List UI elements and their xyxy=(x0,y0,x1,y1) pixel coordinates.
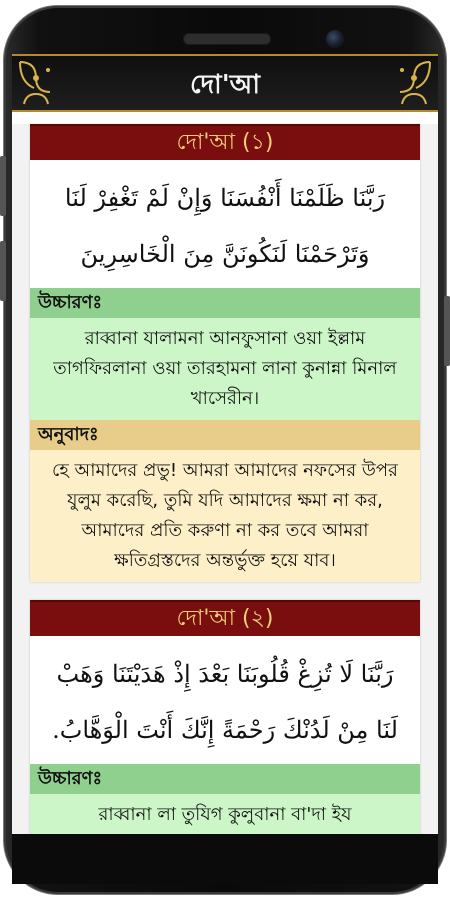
translation-label: অনুবাদঃ xyxy=(30,420,420,450)
dua-card xyxy=(30,124,420,582)
app-screen xyxy=(12,54,438,834)
dua-list[interactable] xyxy=(12,124,438,834)
pronunciation-label: উচ্চারণঃ xyxy=(30,288,420,318)
volume-button xyxy=(0,156,6,216)
translation-text: হে আমাদের প্রভু! আমরা আমাদের নফসের উপর যুলুম করেছি, তুমি যদি আমাদের ক্ষমা না কর, আমাদের প্রতি করুণা না কর তবে আমরা ক্ষতিগ্রস্তদের অন্তর্ভুক্ত হয়ে যাব। xyxy=(30,450,420,582)
arabic-line: رَبَّنَا ظَلَمْنَا أَنْفُسَنَا وَإِنْ لَمْ تَغْفِرْ لَنَا xyxy=(64,184,386,212)
page-title: দো'আ xyxy=(189,70,261,100)
ornament-right-icon xyxy=(394,58,434,108)
power-button xyxy=(0,241,6,301)
pronunciation-label: উচ্চারণঃ xyxy=(30,764,420,794)
dua-heading: দো'আ (১) xyxy=(30,124,420,160)
bottom-bezel xyxy=(12,834,438,884)
arabic-line: وَتَرْحَمْنَا لَنَكُونَنَّ مِنَ الْخَاسِرِينَ xyxy=(80,240,370,268)
arabic-text xyxy=(30,636,420,764)
dua-card xyxy=(30,600,420,834)
front-camera xyxy=(326,30,344,48)
pronunciation-text: রাব্বানা যালামনা আনফুসানা ওয়া ইল্লাম তাগফিরলানা ওয়া তারহামনা লানা কুনান্না মিনাল খাসেরীন। xyxy=(30,318,420,420)
arabic-line: رَبَّنَا لَا تُزِغْ قُلُوبَنَا بَعْدَ إِذْ هَدَيْتَنَا وَهَبْ xyxy=(56,660,394,688)
side-button xyxy=(444,296,450,366)
arabic-line: لَنَا مِنْ لَدُنْكَ رَحْمَةً إِنَّكَ أَنْتَ الْوَهَّابُ. xyxy=(52,716,398,744)
app-bar xyxy=(12,54,438,112)
pronunciation-text: রাব্বানা লা তুযিগ কুলুবানা বা'দা ইয xyxy=(30,794,420,834)
arabic-text xyxy=(30,160,420,288)
dua-heading: দো'আ (২) xyxy=(30,600,420,636)
earpiece-speaker xyxy=(183,33,271,45)
